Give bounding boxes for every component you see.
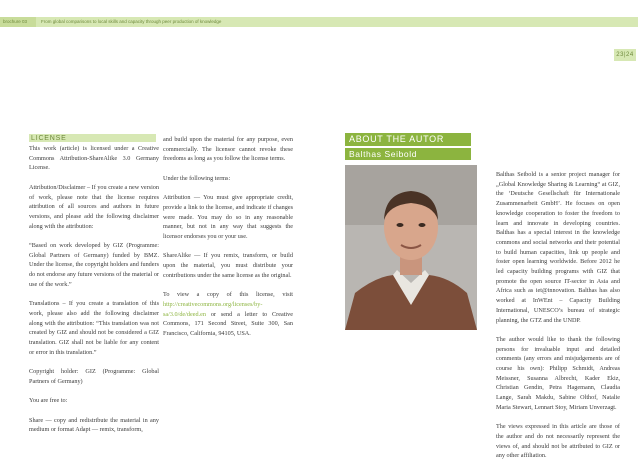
author-bio-paragraph: Balthas Seibold is a senior project manager for „Global Knowledge Sharing & Learning“ at GIZ, the ‘Deutsche Gesellschaft für Internationale Zusammenarbeit GmbH’. He focuses on open knowledge cooperation to foster the freedom to learn and innovate in developing countries. Balthas has a special interest in the knowledge commons and social networks and their potential to build human capacities, link up people and foster open learning worldwide. Before 2012 he led capacity building programs with GIZ that promote the open source IT-sector in Asia and Africa such as iet@innovation. Balthas has also worked at InWEnt – Capacity Building International, UNESCO’s bureau of strategic planning, the GTZ and the UNDP. — [496, 171, 620, 324]
author-bio-paragraph: The views expressed in this article are those of the author and do not necessarily represent the views of, and should not be attributed to GIZ or any other affiliation. — [496, 423, 620, 460]
page-number: 23|24 — [614, 49, 636, 61]
license-paragraph: Copyright holder: GIZ (Programme: Global Partners of Germany) — [29, 368, 159, 385]
about-author-heading: ABOUT THE AUTOR — [345, 133, 471, 146]
brochure-tag: brochure 03 — [0, 17, 36, 27]
license-column — [29, 144, 159, 445]
license-paragraph: You are free to: — [29, 397, 68, 405]
license-paragraph: Share — copy and redistribute the material in any medium or format Adapt — remix, transform, — [29, 416, 159, 434]
author-bio-paragraph: The author would like to thank the following persons for invaluable input and detailed comments (any errors and misjudgements are of course his own): Philipp Schmidt, Andreas Meissner, Susanna Albrecht, Kader Ekiz, Christian Gendin, Petra Hagemann, Claudia Lange, Sarah Makdu, Sabine Olthof, Natalie Maria Stewart, Lennart Stoy, Miriam Unverzagt. — [496, 335, 620, 411]
author-photo — [345, 165, 477, 330]
license-heading: LICENSE — [29, 134, 156, 142]
author-name: Balthas Seibold — [345, 148, 471, 160]
link-prefix: To view a copy of this license, visit — [163, 291, 293, 299]
link-suffix: or send a letter to Creative Commons, 171 Second Street, Suite 300, San Francisco, California, 94105, USA. — [163, 310, 293, 337]
license-paragraph: Translations – If you create a translation of this work, please also add the following disclaimer along with the attribution: “This translation was not created by GIZ and should not be considered a GIZ translation. GIZ shall not be liable for any content or error in this translation.” — [29, 300, 159, 356]
license-column-continued — [163, 135, 293, 348]
license-paragraph: “Based on work developed by GIZ (Programme: Global Partners of Germany) funded by BMZ. Under the license, the copyright holders and funders do not endorse any future versions of the material or use of the work.” — [29, 242, 159, 288]
terms-paragraph: ShareAlike — If you remix, transform, or build upon the material, you must distribute your contributions under the same license as the original. — [163, 252, 293, 279]
license-link[interactable]: http://creativecommons.org/licenses/by-sa/3.0/de/deed.en — [163, 300, 263, 318]
terms-paragraph: Under the following terms: — [163, 174, 231, 182]
terms-paragraph: and build upon the material for any purpose, even commercially. The licensor cannot revoke these freedoms as long as you follow the license terms. — [163, 136, 293, 163]
license-paragraph: Attribution/Disclaimer – If you create a new version of work, please note that the license requires attribution of all sources and authors in future versions, and please add the following disclaimer along with the attribution: — [29, 183, 159, 230]
author-bio-column — [496, 170, 620, 471]
header-bar — [0, 17, 638, 27]
license-paragraph: This work (article) is licensed under a Creative Commons Attribution-ShareAlike 3.0 Germany License. — [29, 145, 159, 172]
terms-paragraph: Attribution — You must give appropriate credit, provide a link to the license, and indicate if changes were made. You may do so in any reasonable manner, but not in any way that suggests the licensor endorses you or your use. — [163, 194, 293, 240]
license-link-paragraph — [163, 290, 293, 339]
header-text: From global comparisons to local skills and capacity through peer production of knowledge — [41, 19, 222, 24]
